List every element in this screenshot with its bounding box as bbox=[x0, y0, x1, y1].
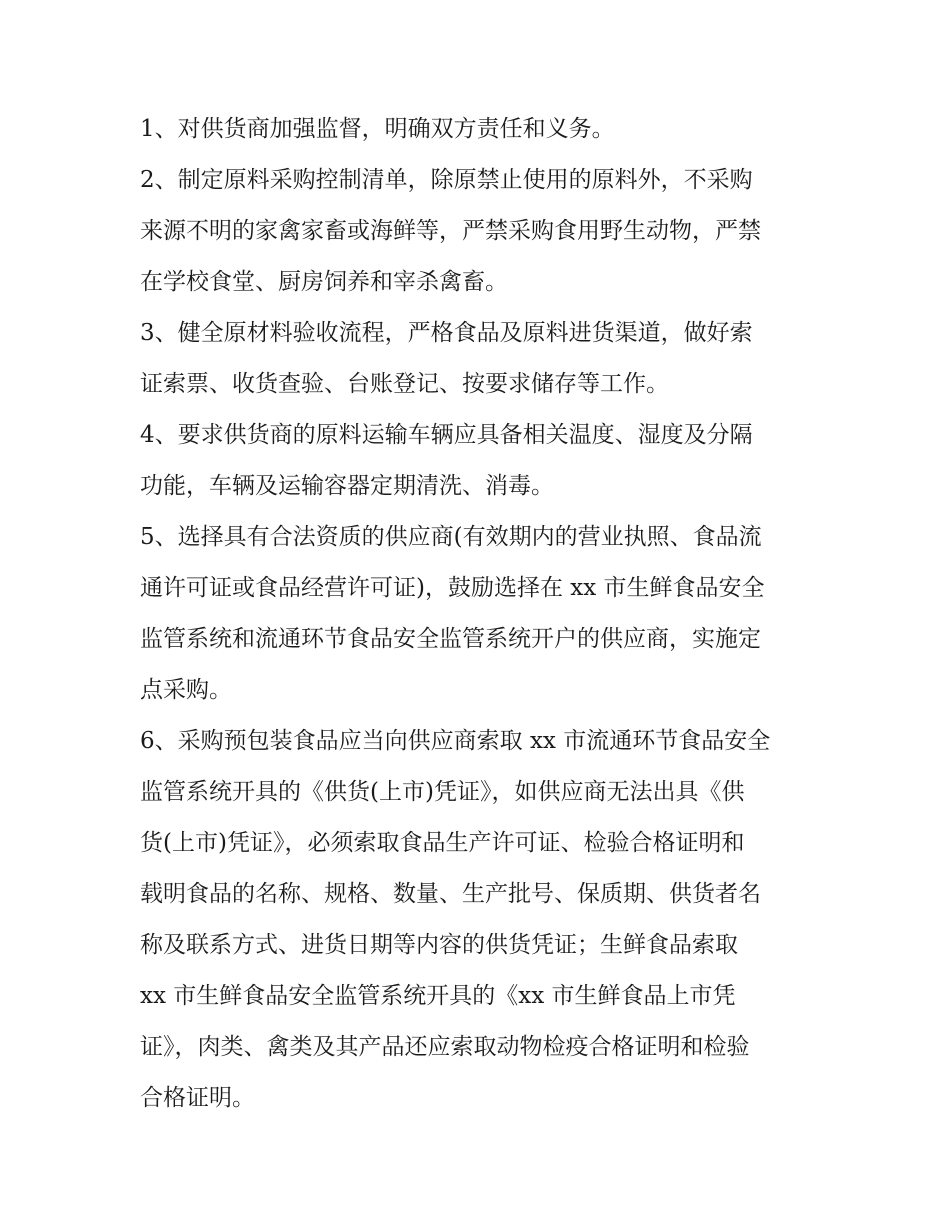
list-item-3 bbox=[140, 308, 820, 410]
text-line: 1、对供货商加强监督，明确双方责任和义务。 bbox=[140, 116, 615, 142]
text-line: xx 市生鲜食品安全监管系统开具的《xx 市生鲜食品上市凭 bbox=[140, 983, 736, 1009]
list-item-1 bbox=[140, 104, 820, 155]
document-body bbox=[140, 104, 820, 1124]
text-line: 来源不明的家禽家畜或海鲜等，严禁采购食用野生动物，严禁 bbox=[140, 218, 761, 244]
list-item-5 bbox=[140, 512, 820, 716]
text-line: 2、制定原料采购控制清单，除原禁止使用的原料外，不采购 bbox=[140, 167, 753, 193]
text-line: 6、采购预包装食品应当向供应商索取 xx 市流通环节食品安全 bbox=[140, 728, 771, 754]
text-line: 合格证明。 bbox=[140, 1085, 255, 1111]
text-line: 在学校食堂、厨房饲养和宰杀禽畜。 bbox=[140, 269, 508, 295]
text-line: 功能，车辆及运输容器定期清洗、消毒。 bbox=[140, 473, 554, 499]
text-line: 证索票、收货查验、台账登记、按要求储存等工作。 bbox=[140, 371, 669, 397]
text-line: 4、要求供货商的原料运输车辆应具备相关温度、湿度及分隔 bbox=[140, 422, 753, 448]
text-line: 5、选择具有合法资质的供应商(有效期内的营业执照、食品流 bbox=[140, 524, 762, 550]
list-item-6 bbox=[140, 716, 820, 1124]
text-line: 货(上市)凭证》，必须索取食品生产许可证、检验合格证明和 bbox=[140, 830, 745, 856]
text-line: 点采购。 bbox=[140, 677, 232, 703]
text-line: 监管系统和流通环节食品安全监管系统开户的供应商，实施定 bbox=[140, 626, 761, 652]
text-line: 证》，肉类、禽类及其产品还应索取动物检疫合格证明和检验 bbox=[140, 1034, 750, 1060]
list-item-4 bbox=[140, 410, 820, 512]
text-line: 称及联系方式、进货日期等内容的供货凭证；生鲜食品索取 bbox=[140, 932, 738, 958]
text-line: 载明食品的名称、规格、数量、生产批号、保质期、供货者名 bbox=[140, 881, 761, 907]
text-line: 监管系统开具的《供货(上市)凭证》，如供应商无法出具《供 bbox=[140, 779, 745, 805]
list-item-2 bbox=[140, 155, 820, 308]
text-line: 通许可证或食品经营许可证)，鼓励选择在 xx 市生鲜食品安全 bbox=[140, 575, 765, 601]
text-line: 3、健全原材料验收流程，严格食品及原料进货渠道，做好索 bbox=[140, 320, 753, 346]
